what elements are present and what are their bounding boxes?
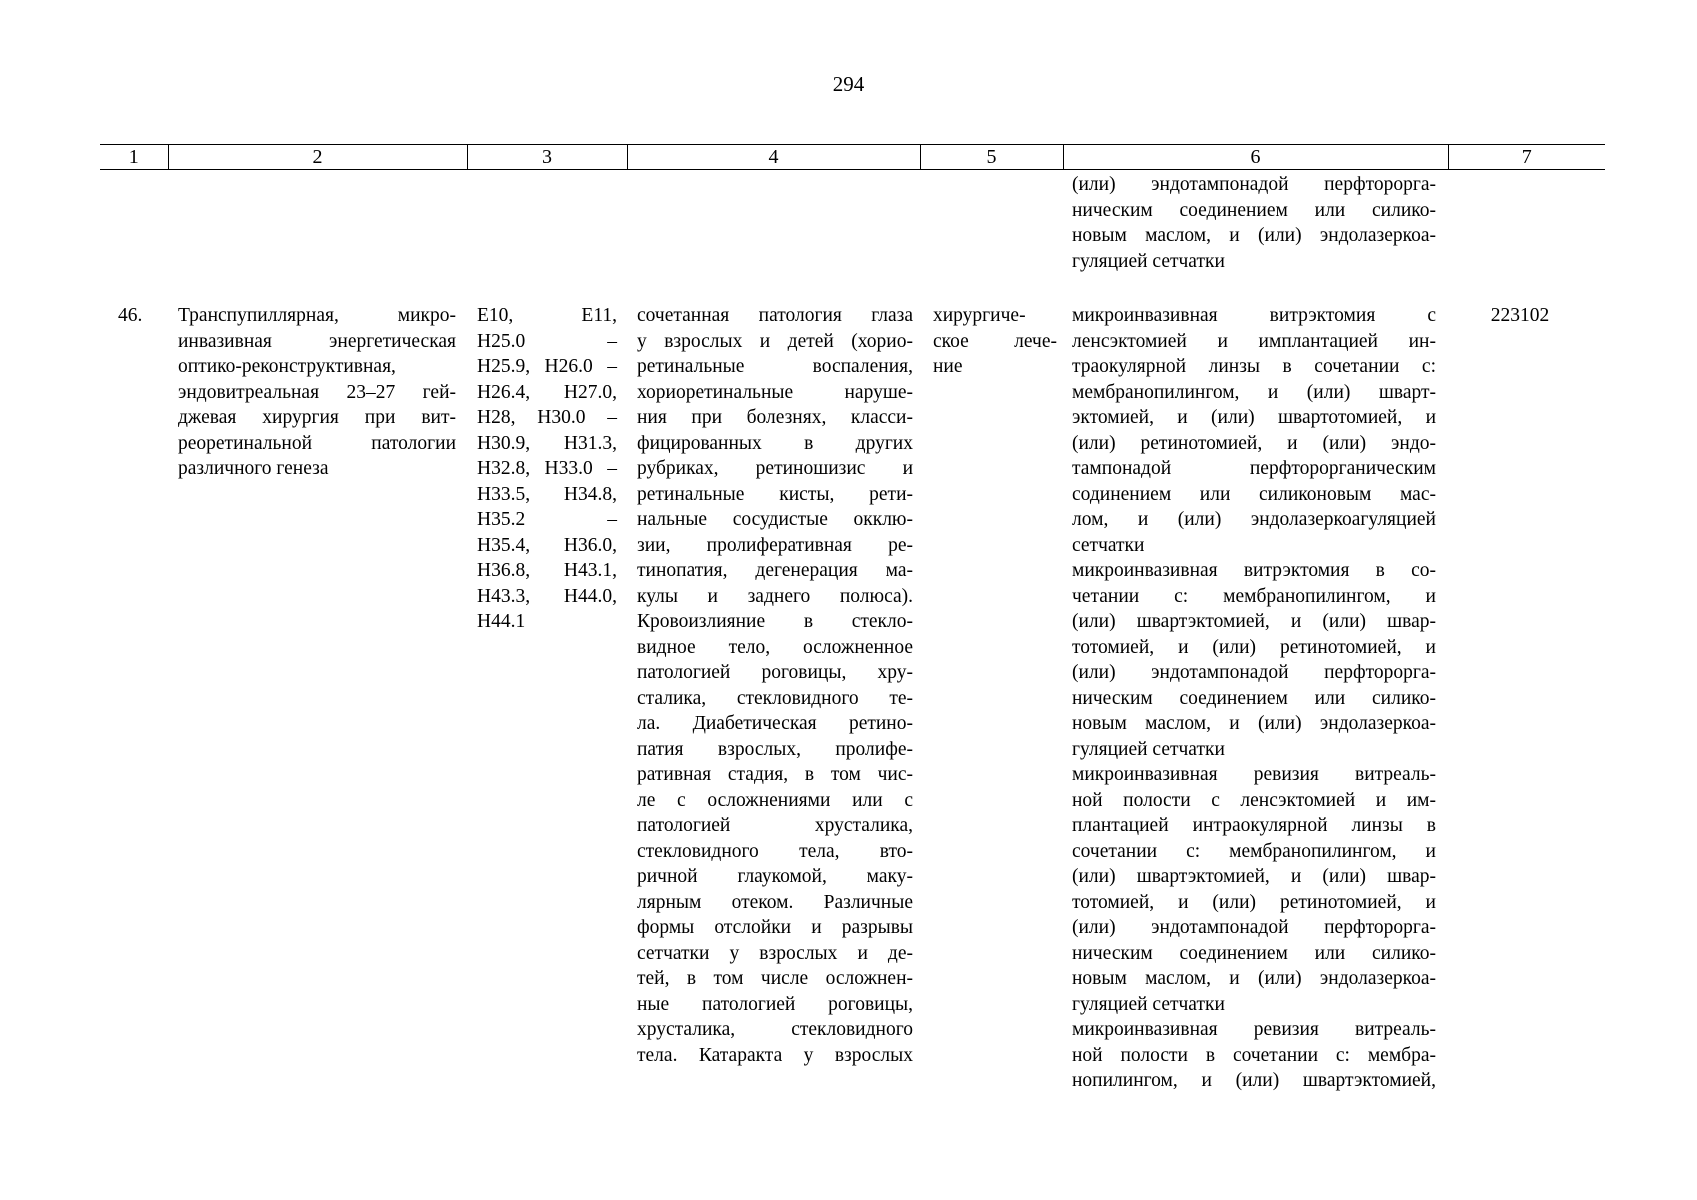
text-line: гуляцией сетчатки	[1072, 738, 1225, 760]
text-line: сочетании с: мембранопилингом, и	[1072, 840, 1436, 862]
text-line: H30.9, H31.3,	[477, 432, 617, 454]
care-type-cell	[178, 303, 456, 482]
text-line: стекловидного тела, вто-	[637, 840, 913, 862]
text-line: ническим соединением или силико-	[1072, 942, 1436, 964]
header-col-3: 3	[467, 145, 627, 170]
text-line: сталика, стекловидного те-	[637, 687, 913, 709]
text-line: тотомией, и (или) ретинотомией, и	[1072, 891, 1436, 913]
text-line: ретинальные воспаления,	[637, 356, 913, 377]
text-line: ративная стадия, в том чис-	[637, 764, 913, 785]
text-line: зии, пролиферативная ре-	[637, 534, 913, 556]
text-line: видное тело, осложненное	[637, 636, 913, 658]
text-line: джевая хирургия при вит-	[178, 407, 456, 428]
text-line: эктомией, и (или) швартотомией, и	[1072, 407, 1436, 428]
text-line: микроинвазивная витрэктомия в со-	[1072, 560, 1436, 581]
text-line: новым маслом, и (или) эндолазеркоа-	[1072, 968, 1436, 989]
text-line: H44.1	[477, 611, 526, 632]
text-line: (или) эндотампонадой перфторорга-	[1072, 174, 1436, 195]
text-line: микроинвазивная витрэктомия с	[1072, 305, 1436, 326]
text-line: нопилингом, и (или) швартэктомией,	[1072, 1070, 1436, 1091]
text-line: у взрослых и детей (хорио-	[637, 330, 913, 352]
text-line: сетчатки у взрослых и де-	[637, 942, 913, 964]
text-line: плантацией интраокулярной линзы в	[1072, 815, 1436, 836]
text-line: тинопатия, дегенерация ма-	[637, 560, 913, 581]
text-line: инвазивная энергетическая	[178, 330, 456, 352]
text-line: четании с: мембранопилингом, и	[1072, 585, 1436, 607]
text-line: H26.4, H27.0,	[477, 381, 617, 403]
text-line: ричной глаукомой, маку-	[637, 866, 913, 887]
text-line: формы отслойки и разрывы	[637, 917, 913, 938]
table-header	[100, 144, 1605, 170]
text-line: реоретинальной патологии	[178, 432, 456, 454]
icd-codes-cell	[477, 303, 617, 635]
header-col-7: 7	[1448, 145, 1605, 170]
text-line: (или) швартэктомией, и (или) швар-	[1072, 611, 1436, 632]
text-line: новым маслом, и (или) эндолазеркоа-	[1072, 225, 1436, 246]
text-line: кулы и заднего полюса).	[637, 585, 913, 607]
text-line: (или) эндотампонадой перфторорга-	[1072, 917, 1436, 938]
text-line: различного генеза	[178, 458, 329, 479]
text-line: ния при болезнях, класси-	[637, 407, 913, 428]
text-line: ла. Диабетическая ретино-	[637, 713, 913, 734]
text-line: нальные сосудистые окклю-	[637, 509, 913, 530]
text-line: микроинвазивная ревизия витреаль-	[1072, 1019, 1436, 1040]
text-line: (или) ретинотомией, и (или) эндо-	[1072, 432, 1436, 454]
text-line: тотомией, и (или) ретинотомией, и	[1072, 636, 1436, 658]
text-line: гуляцией сетчатки	[1072, 250, 1225, 272]
text-line: оптико-реконструктивная,	[178, 356, 396, 377]
text-line: сочетанная патология глаза	[637, 305, 913, 326]
text-line: ние	[933, 356, 963, 377]
text-line: H32.8, H33.0 –	[477, 458, 617, 479]
text-line: ленсэктомией и имплантацией ин-	[1072, 330, 1436, 352]
header-col-4: 4	[627, 145, 920, 170]
text-line: H28, H30.0 –	[477, 407, 617, 428]
text-line: ническим соединением или силико-	[1072, 199, 1436, 221]
text-line: эндовитреальная 23–27 гей-	[178, 381, 456, 403]
header-row	[100, 145, 1605, 170]
text-line: Транспупиллярная, микро-	[178, 305, 456, 326]
treatment-kind-cell	[933, 303, 1057, 380]
text-line: ретинальные кисты, рети-	[637, 483, 913, 505]
text-line: патия взрослых, пролифе-	[637, 738, 913, 760]
row-number: 46.	[118, 305, 143, 326]
text-line: H25.9, H26.0 –	[477, 356, 617, 377]
text-line: хориоретинальные наруше-	[637, 381, 913, 403]
text-line: фицированных в других	[637, 432, 913, 454]
text-line: гуляцией сетчатки	[1072, 993, 1225, 1015]
treatment-method-cell	[1072, 303, 1436, 1094]
text-line: лом, и (или) эндолазеркоагуляцией	[1072, 509, 1436, 530]
continuation-treatment-text	[1072, 172, 1436, 274]
text-line: E10, E11,	[477, 305, 617, 326]
header-col-2: 2	[168, 145, 467, 170]
text-line: тампонадой перфторорганическим	[1072, 458, 1436, 479]
text-line: новым маслом, и (или) эндолазеркоа-	[1072, 713, 1436, 734]
text-line: сетчатки	[1072, 534, 1145, 556]
text-line: ные патологией роговицы,	[637, 993, 913, 1015]
text-line: H43.3, H44.0,	[477, 585, 617, 607]
text-line: хирургиче-	[933, 305, 1026, 326]
header-col-6: 6	[1063, 145, 1448, 170]
text-line: ское лече-	[933, 330, 1057, 352]
header-col-5: 5	[920, 145, 1063, 170]
text-line: патологией роговицы, хру-	[637, 662, 913, 683]
text-line: лярным отеком. Различные	[637, 891, 913, 913]
text-line: ническим соединением или силико-	[1072, 687, 1436, 709]
text-line: тела. Катаракта у взрослых	[637, 1044, 913, 1066]
text-line: патологией хрусталика,	[637, 815, 913, 836]
text-line: (или) эндотампонадой перфторорга-	[1072, 662, 1436, 683]
text-line: тей, в том числе осложнен-	[637, 968, 913, 989]
diagnosis-cell	[637, 303, 913, 1068]
page-number: 294	[832, 72, 865, 96]
header-col-1: 1	[100, 145, 168, 170]
text-line: H25.0 –	[477, 330, 617, 352]
text-line: (или) швартэктомией, и (или) швар-	[1072, 866, 1436, 887]
text-line: рубриках, ретиношизис и	[637, 458, 913, 479]
text-line: ле с осложнениями или с	[637, 789, 913, 811]
text-line: микроинвазивная ревизия витреаль-	[1072, 764, 1436, 785]
text-line: траокулярной линзы в сочетании с:	[1072, 356, 1436, 377]
text-line: ной полости в сочетании с: мембра-	[1072, 1044, 1436, 1066]
cost-cell: 223102	[1490, 305, 1550, 326]
text-line: содинением или силиконовым мас-	[1072, 483, 1436, 505]
text-line: Кровоизлияние в стекло-	[637, 611, 913, 632]
text-line: H36.8, H43.1,	[477, 560, 617, 581]
text-line: мембранопилингом, и (или) шварт-	[1072, 381, 1436, 403]
text-line: ной полости с ленсэктомией и им-	[1072, 789, 1436, 811]
text-line: H35.2 –	[477, 509, 617, 530]
text-line: H35.4, H36.0,	[477, 534, 617, 556]
text-line: H33.5, H34.8,	[477, 483, 617, 505]
text-line: хрусталика, стекловидного	[637, 1019, 913, 1040]
